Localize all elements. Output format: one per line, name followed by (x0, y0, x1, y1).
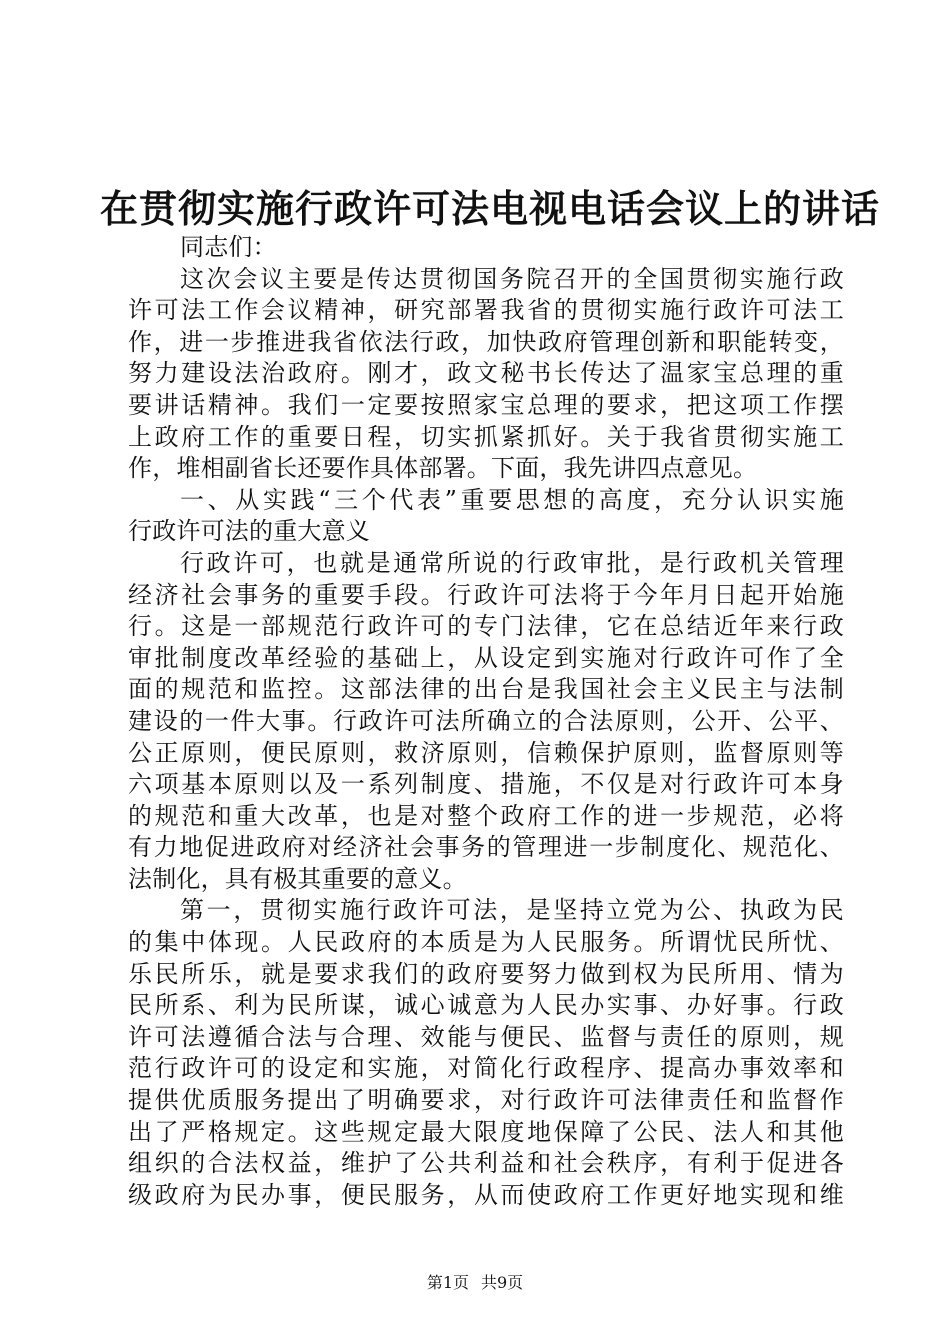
paragraph-line: 行。这是一部规范行政许可的专门法律，它在总结近年来行政 (128, 612, 844, 641)
paragraph-line: 审批制度改革经验的基础上，从设定到实施对行政许可作了全 (128, 643, 844, 672)
paragraph-line: 第一，贯彻实施行政许可法，是坚持立党为公、执政为民 (180, 896, 844, 925)
paragraph-line: 作，堆相副省长还要作具体部署。下面，我先讲四点意见。 (128, 454, 758, 483)
paragraph-line: 行政许可，也就是通常所说的行政审批，是行政机关管理 (180, 548, 844, 577)
page-total: 共9页 (481, 1273, 524, 1292)
section-heading-line: 一、从实践“三个代表”重要思想的高度，充分认识实施 (180, 485, 844, 514)
document-body (128, 232, 844, 1211)
paragraph-line: 提供优质服务提出了明确要求，对行政许可法律责任和监督作 (128, 1086, 844, 1115)
paragraph-line: 要讲话精神。我们一定要按照家宝总理的要求，把这项工作摆 (128, 390, 844, 419)
paragraph-line: 有力地促进政府对经济社会事务的管理进一步制度化、规范化、 (128, 833, 844, 862)
paragraph-line: 公正原则，便民原则，救济原则，信赖保护原则，监督原则等 (128, 738, 844, 767)
paragraph-line: 建设的一件大事。行政许可法所确立的合法原则，公开、公平、 (128, 706, 844, 735)
salutation: 同志们： (180, 233, 277, 261)
paragraph-line: 级政府为民办事，便民服务，从而使政府工作更好地实现和维 (128, 1180, 844, 1209)
paragraph-line: 作，进一步推进我省依法行政，加快政府管理创新和职能转变， (128, 327, 844, 356)
page-number: 第1页 (426, 1273, 469, 1292)
paragraph-line: 六项基本原则以及一系列制度、措施，不仅是对行政许可本身 (128, 770, 844, 799)
document-title: 在贯彻实施行政许可法电视电话会议上的讲话 (100, 186, 881, 231)
paragraph-line: 出了严格规定。这些规定最大限度地保障了公民、法人和其他 (128, 1117, 844, 1146)
paragraph-line: 范行政许可的设定和实施，对简化行政程序、提高办事效率和 (128, 1054, 844, 1083)
paragraph-line: 的规范和重大改革，也是对整个政府工作的进一步规范，必将 (128, 801, 844, 830)
paragraph-line: 的集中体现。人民政府的本质是为人民服务。所谓忧民所忧、 (128, 928, 844, 957)
page-footer (0, 1272, 950, 1294)
section-heading-line: 行政许可法的重大意义 (128, 517, 370, 546)
paragraph-line: 许可法工作会议精神，研究部署我省的贯彻实施行政许可法工 (128, 296, 844, 325)
paragraph-line: 民所系、利为民所谋，诚心诚意为人民办实事、办好事。行政 (128, 991, 844, 1020)
paragraph-line: 经济社会事务的重要手段。行政许可法将于今年月日起开始施 (128, 580, 844, 609)
paragraph-line: 法制化，具有极其重要的意义。 (128, 864, 467, 893)
paragraph-line: 上政府工作的重要日程，切实抓紧抓好。关于我省贯彻实施工 (128, 422, 844, 451)
paragraph-line: 面的规范和监控。这部法律的出台是我国社会主义民主与法制 (128, 675, 844, 704)
paragraph-line: 乐民所乐，就是要求我们的政府要努力做到权为民所用、情为 (128, 959, 844, 988)
paragraph-line: 组织的合法权益，维护了公共利益和社会秩序，有利于促进各 (128, 1149, 844, 1178)
paragraph-line: 努力建设法治政府。刚才，政文秘书长传达了温家宝总理的重 (128, 359, 844, 388)
paragraph-line: 许可法遵循合法与合理、效能与便民、监督与责任的原则，规 (128, 1022, 844, 1051)
paragraph-line: 这次会议主要是传达贯彻国务院召开的全国贯彻实施行政 (180, 264, 844, 293)
